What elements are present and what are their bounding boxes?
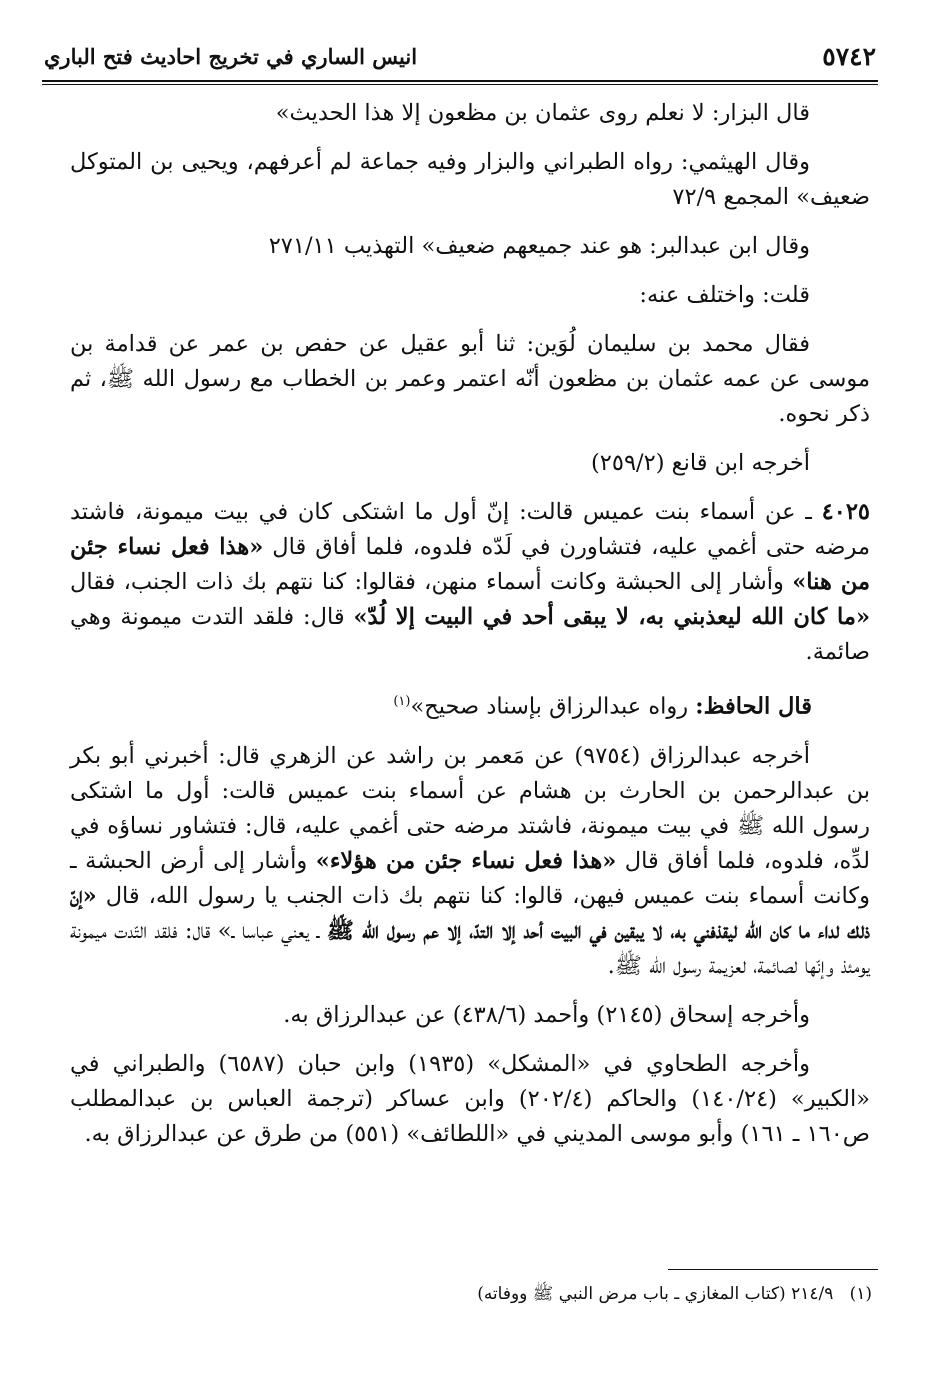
takhrij-paragraph <box>70 739 870 984</box>
paragraph: أخرجه ابن قانع (٢٥٩/٢) <box>591 450 810 476</box>
paragraph: وقال الهيثمي: رواه الطبراني والبزار وفيه جماعة لم أعرفهم، ويحيى بن المتوكل ضعيف» المجمع ٧٢/٩ <box>70 149 870 210</box>
hadith-text: وأشار إلى الحبشة وكانت أسماء منهن، فقالوا: كنا نتهم بك ذات الجنب، فقال <box>70 569 793 595</box>
paragraph: فقال محمد بن سليمان لُوَين: ثنا أبو عقيل عن حفص بن عمر عن قدامة بن موسى عن عمه عثمان بن مظعون أنّه اعتمر وعمر بن الخطاب مع رسول الله ﷺ، ثم ذكر نحوه. <box>70 331 870 427</box>
paragraph: وأخرجه إسحاق (٢١٤٥) وأحمد (٤٣٨/٦) عن عبدالرزاق به. <box>283 1001 810 1028</box>
hadith-text: ـ عن أسماء بنت عميس قالت: إنّ أول ما اشتكى كان في بيت ميمونة، فاشتد مرضه حتى أغمي عليه، فتشاورن في لَدّه فلدوه، فلما أفاق قال <box>70 499 871 560</box>
hadith-text: قال: فلقد التدت ميمونة وهي صائمة. <box>70 604 870 665</box>
paragraph: قال البزار: لا نعلم روى عثمان بن مظعون إلا هذا الحديث» <box>275 100 810 126</box>
hadith-number: ٤٠٢٥ <box>821 499 870 525</box>
page-body <box>70 96 870 1166</box>
footnote-marker: (١) <box>849 1284 872 1304</box>
hafiz-remark <box>70 684 870 725</box>
hadith-quote: «هذا فعل نساء جئن من هنا» <box>70 534 871 595</box>
takhrij-quote: «هذا فعل نساء جئن من هؤلاء» <box>315 847 617 874</box>
hafiz-label: قال الحافظ: <box>695 693 812 720</box>
takhrij-text: ـ يعني عباسا ـ» قال: فلقد التّدت ميمونة يومئذ وإنّها لصائمة، لعزيمة رسول الله ﷺ. <box>70 917 870 979</box>
takhrij-text: وأشار إلى أرض الحبشة ـ وكانت أسماء بنت عميس فيهن، قالوا: كنا نتهم بك ذات الجنب يا رسول الله، قال <box>70 847 870 909</box>
page-number: ٥٧٤٢ <box>822 42 876 71</box>
running-title: انيس الساري في تخريج احاديث فتح الباري <box>44 44 418 69</box>
footnote-text: ٢١٤/٩ (كتاب المغازي ـ باب مرض النبي ﷺ ووفاته) <box>477 1284 834 1304</box>
footnote-ref: (١) <box>393 694 411 709</box>
footnote <box>72 1282 872 1306</box>
paragraph: وقال ابن عبدالبر: هو عند جميعهم ضعيف» التهذيب ٢٧١/١١ <box>268 233 810 259</box>
paragraph: قلت: واختلف عنه: <box>639 282 810 308</box>
footnote-rule <box>668 1269 878 1270</box>
hadith-entry <box>70 495 870 670</box>
hadith-quote: «ما كان الله ليعذبني به، لا يبقى أحد في البيت إلا لُدّ» <box>353 604 871 630</box>
header-rule-thin <box>42 84 878 85</box>
takhrij-text: أخرجه عبدالرزاق (٩٧٥٤) عن مَعمر بن راشد عن الزهري قال: أخبرني أبو بكر بن عبدالرحمن بن الحارث بن هشام عن أسماء بنت عميس قالت: أول ما اشتكى رسول الله ﷺ في بيت ميمونة، فاشتد مرضه حتى أغمي عليه، قال: فتشاور نساؤه في لدِّه، فلدوه، فلما أفاق قال <box>70 742 870 874</box>
takhrij-quote: «إنّ ذلك لداء ما كان الله ليقذفني به، لا يبقين في البيت أحد إلا التدّ، إلا عم رسول الله ﷺ <box>70 882 870 944</box>
hafiz-text: رواه عبدالرزاق بإسناد صحيح» <box>410 693 696 720</box>
page-header <box>42 40 876 80</box>
paragraph: وأخرجه الطحاوي في «المشكل» (١٩٣٥) وابن حبان (٦٥٨٧) والطبراني في «الكبير» (١٤٠/٢٤) والحاكم (٢٠٢/٤) وابن عساكر (ترجمة العباس بن عبدالمطلب ص١٦٠ ـ ١٦١) وأبو موسى المديني في «اللطائف» (٥٥١) من طرق عن عبدالرزاق به. <box>70 1050 870 1147</box>
header-rule <box>42 80 878 82</box>
